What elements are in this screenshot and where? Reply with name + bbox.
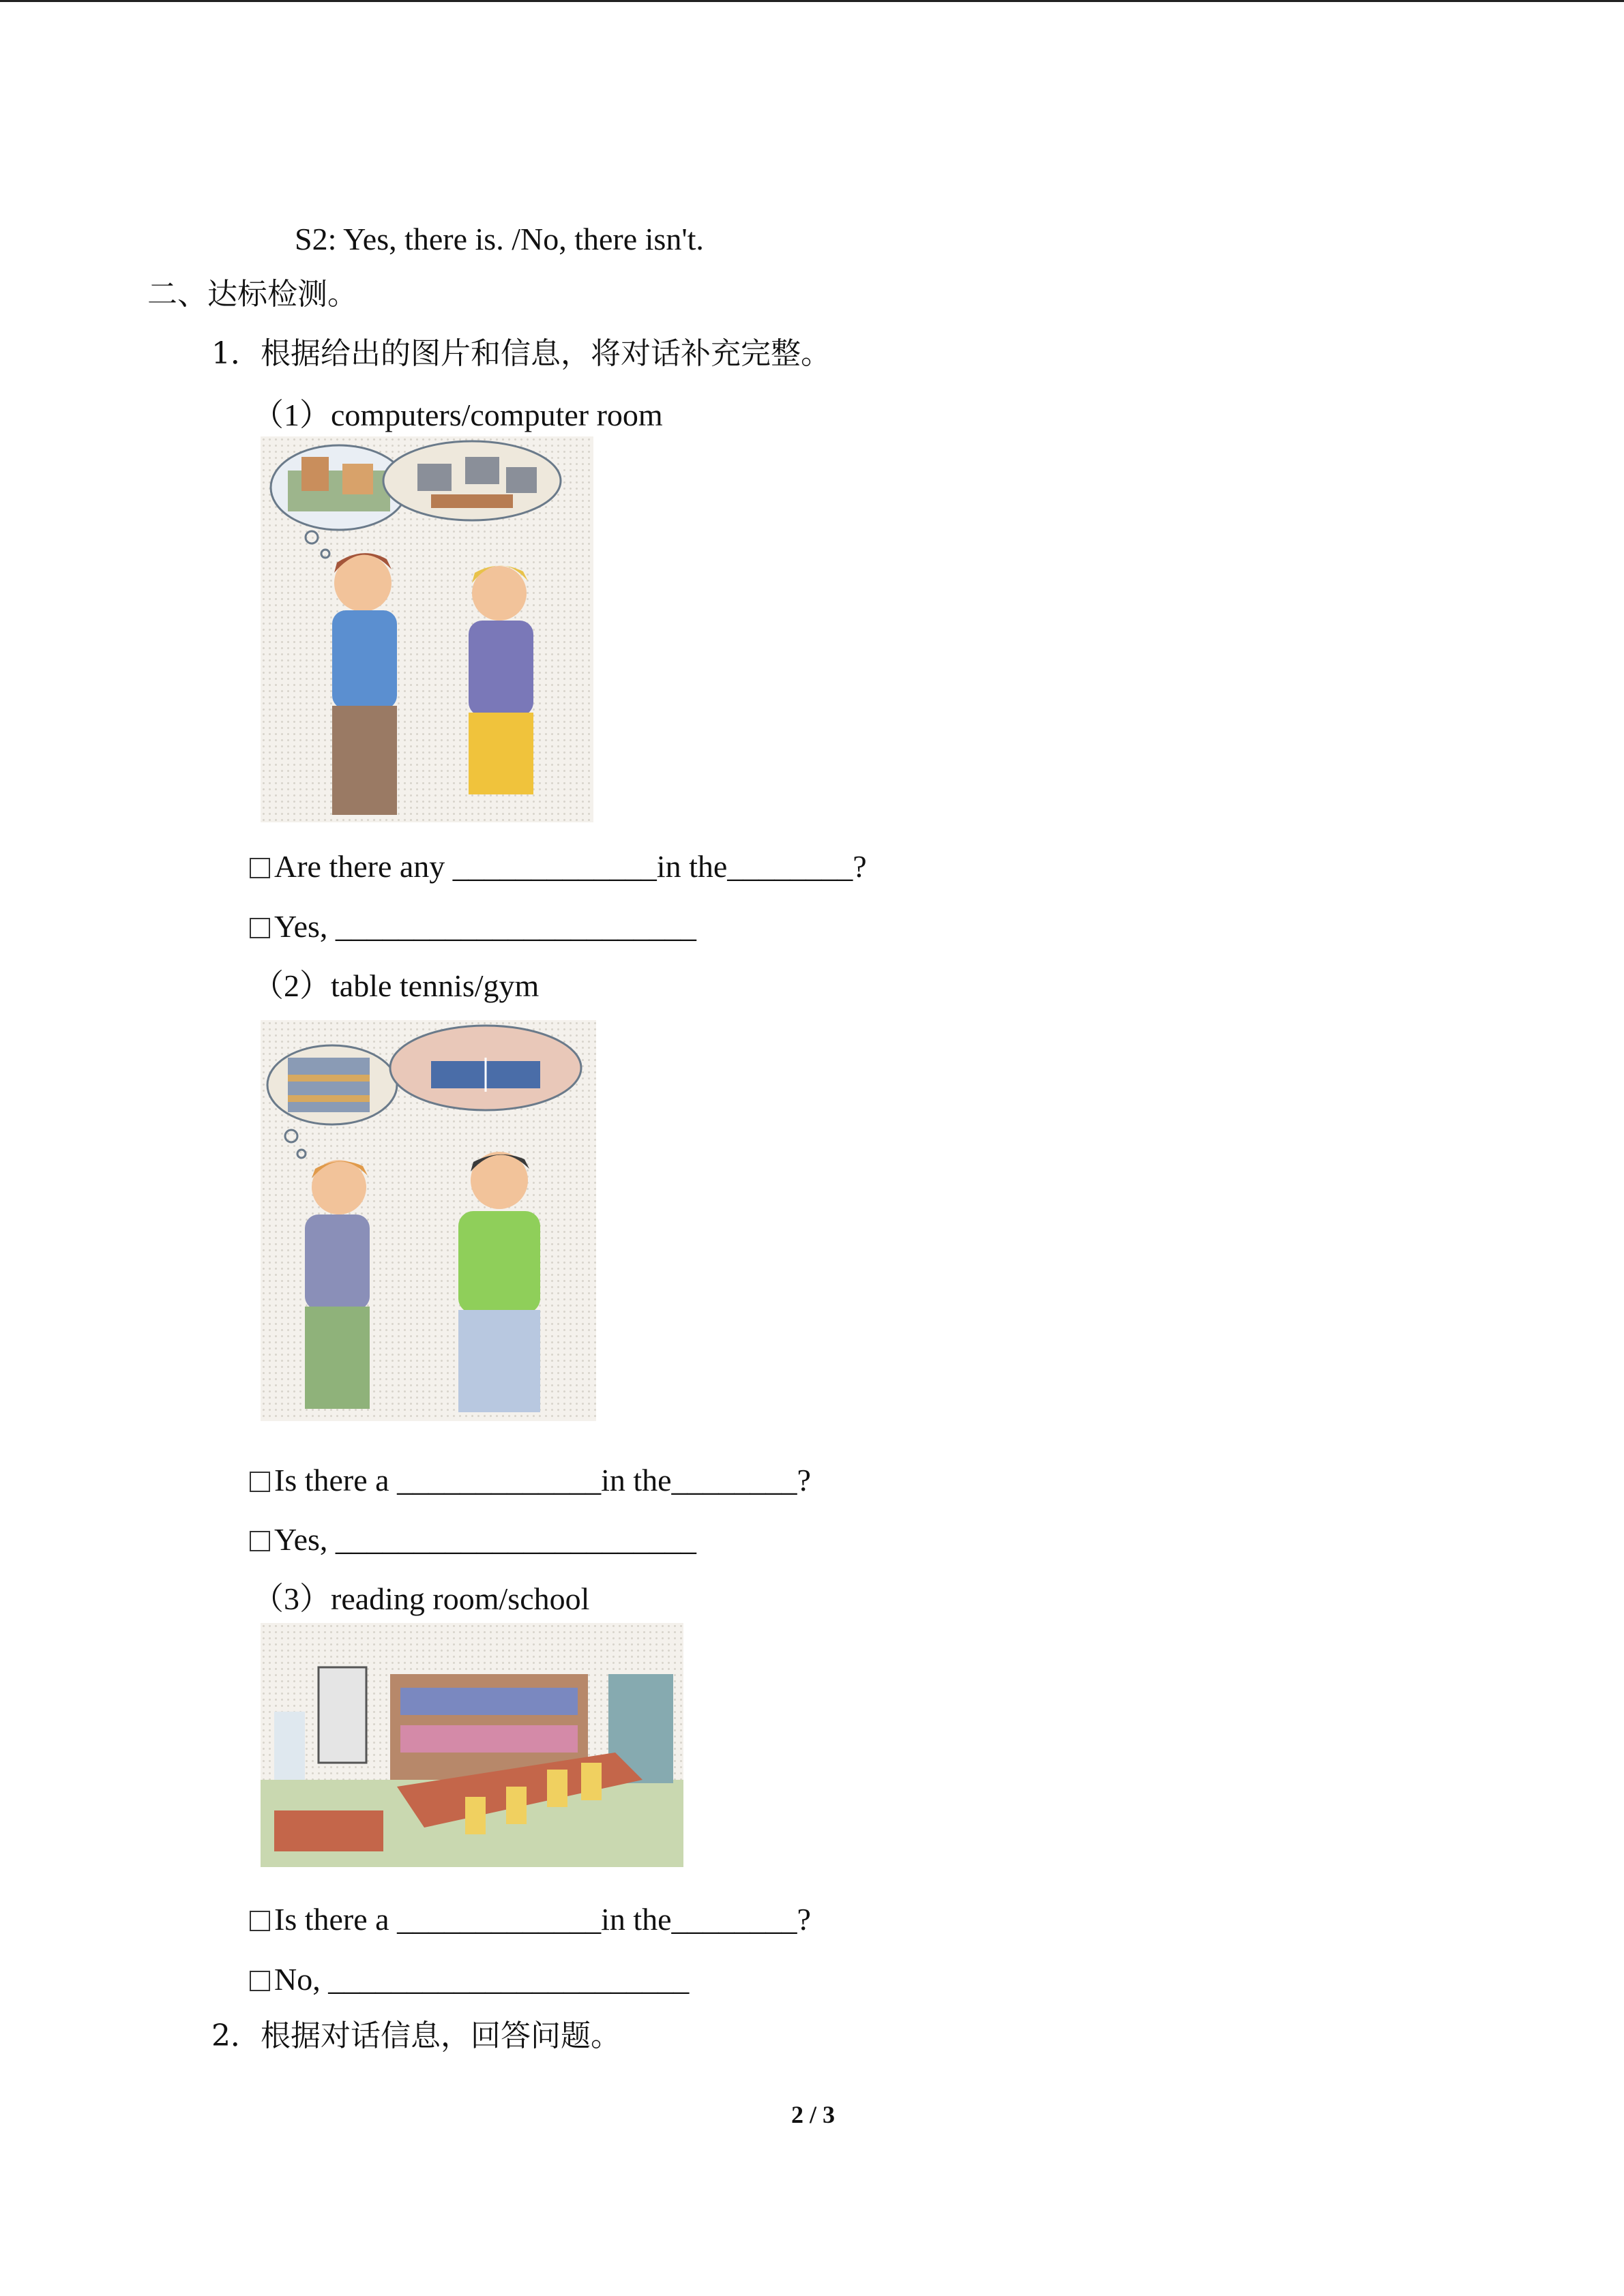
item-1-label: （1）computers/computer room: [252, 398, 663, 432]
boys-thinking-computers-image: [261, 436, 593, 822]
boys-thinking-table-tennis-image: [261, 1020, 596, 1421]
item-2-question: [250, 1465, 811, 1496]
item-1-answer-text: Yes, _______________________: [274, 909, 696, 944]
item-2-question-text: Is there a _____________in the________?: [274, 1463, 811, 1497]
checkbox-icon: [250, 918, 270, 938]
item-2-label: （2）table tennis/gym: [252, 968, 540, 1003]
page-number: 2 / 3: [791, 2101, 836, 2128]
s2-answer-line: S2: Yes, there is. /No, there isn't.: [295, 222, 704, 256]
item-2-answer: [250, 1524, 696, 1555]
item-1-answer: [250, 911, 696, 942]
section-heading: 二、达标检测。: [147, 277, 357, 312]
question-2-heading: 2．根据对话信息，回答问题。: [211, 2018, 621, 2053]
item-3-question-text: Is there a _____________in the________?: [274, 1902, 811, 1937]
checkbox-icon: [250, 1531, 270, 1551]
checkbox-icon: [250, 1971, 270, 1991]
reading-room-image: [261, 1623, 683, 1867]
question-1-heading: 1．根据给出的图片和信息，将对话补充完整。: [211, 336, 831, 371]
item-3-answer: [250, 1964, 689, 1995]
top-border: [0, 0, 1624, 2]
item-3-answer-text: No, _______________________: [274, 1962, 690, 1997]
checkbox-icon: [250, 1911, 270, 1931]
item-2-answer-text: Yes, _______________________: [274, 1522, 696, 1557]
item-3-question: [250, 1904, 811, 1935]
item-1-question: [250, 851, 867, 882]
illustration-reading-room: [261, 1623, 683, 1867]
checkbox-icon: [250, 858, 270, 878]
illustration-gym: [261, 1020, 596, 1421]
checkbox-icon: [250, 1472, 270, 1492]
item-3-label: （3）reading room/school: [252, 1581, 590, 1616]
illustration-computer-room: [261, 436, 593, 822]
item-1-question-text: Are there any _____________in the________?: [274, 849, 867, 884]
